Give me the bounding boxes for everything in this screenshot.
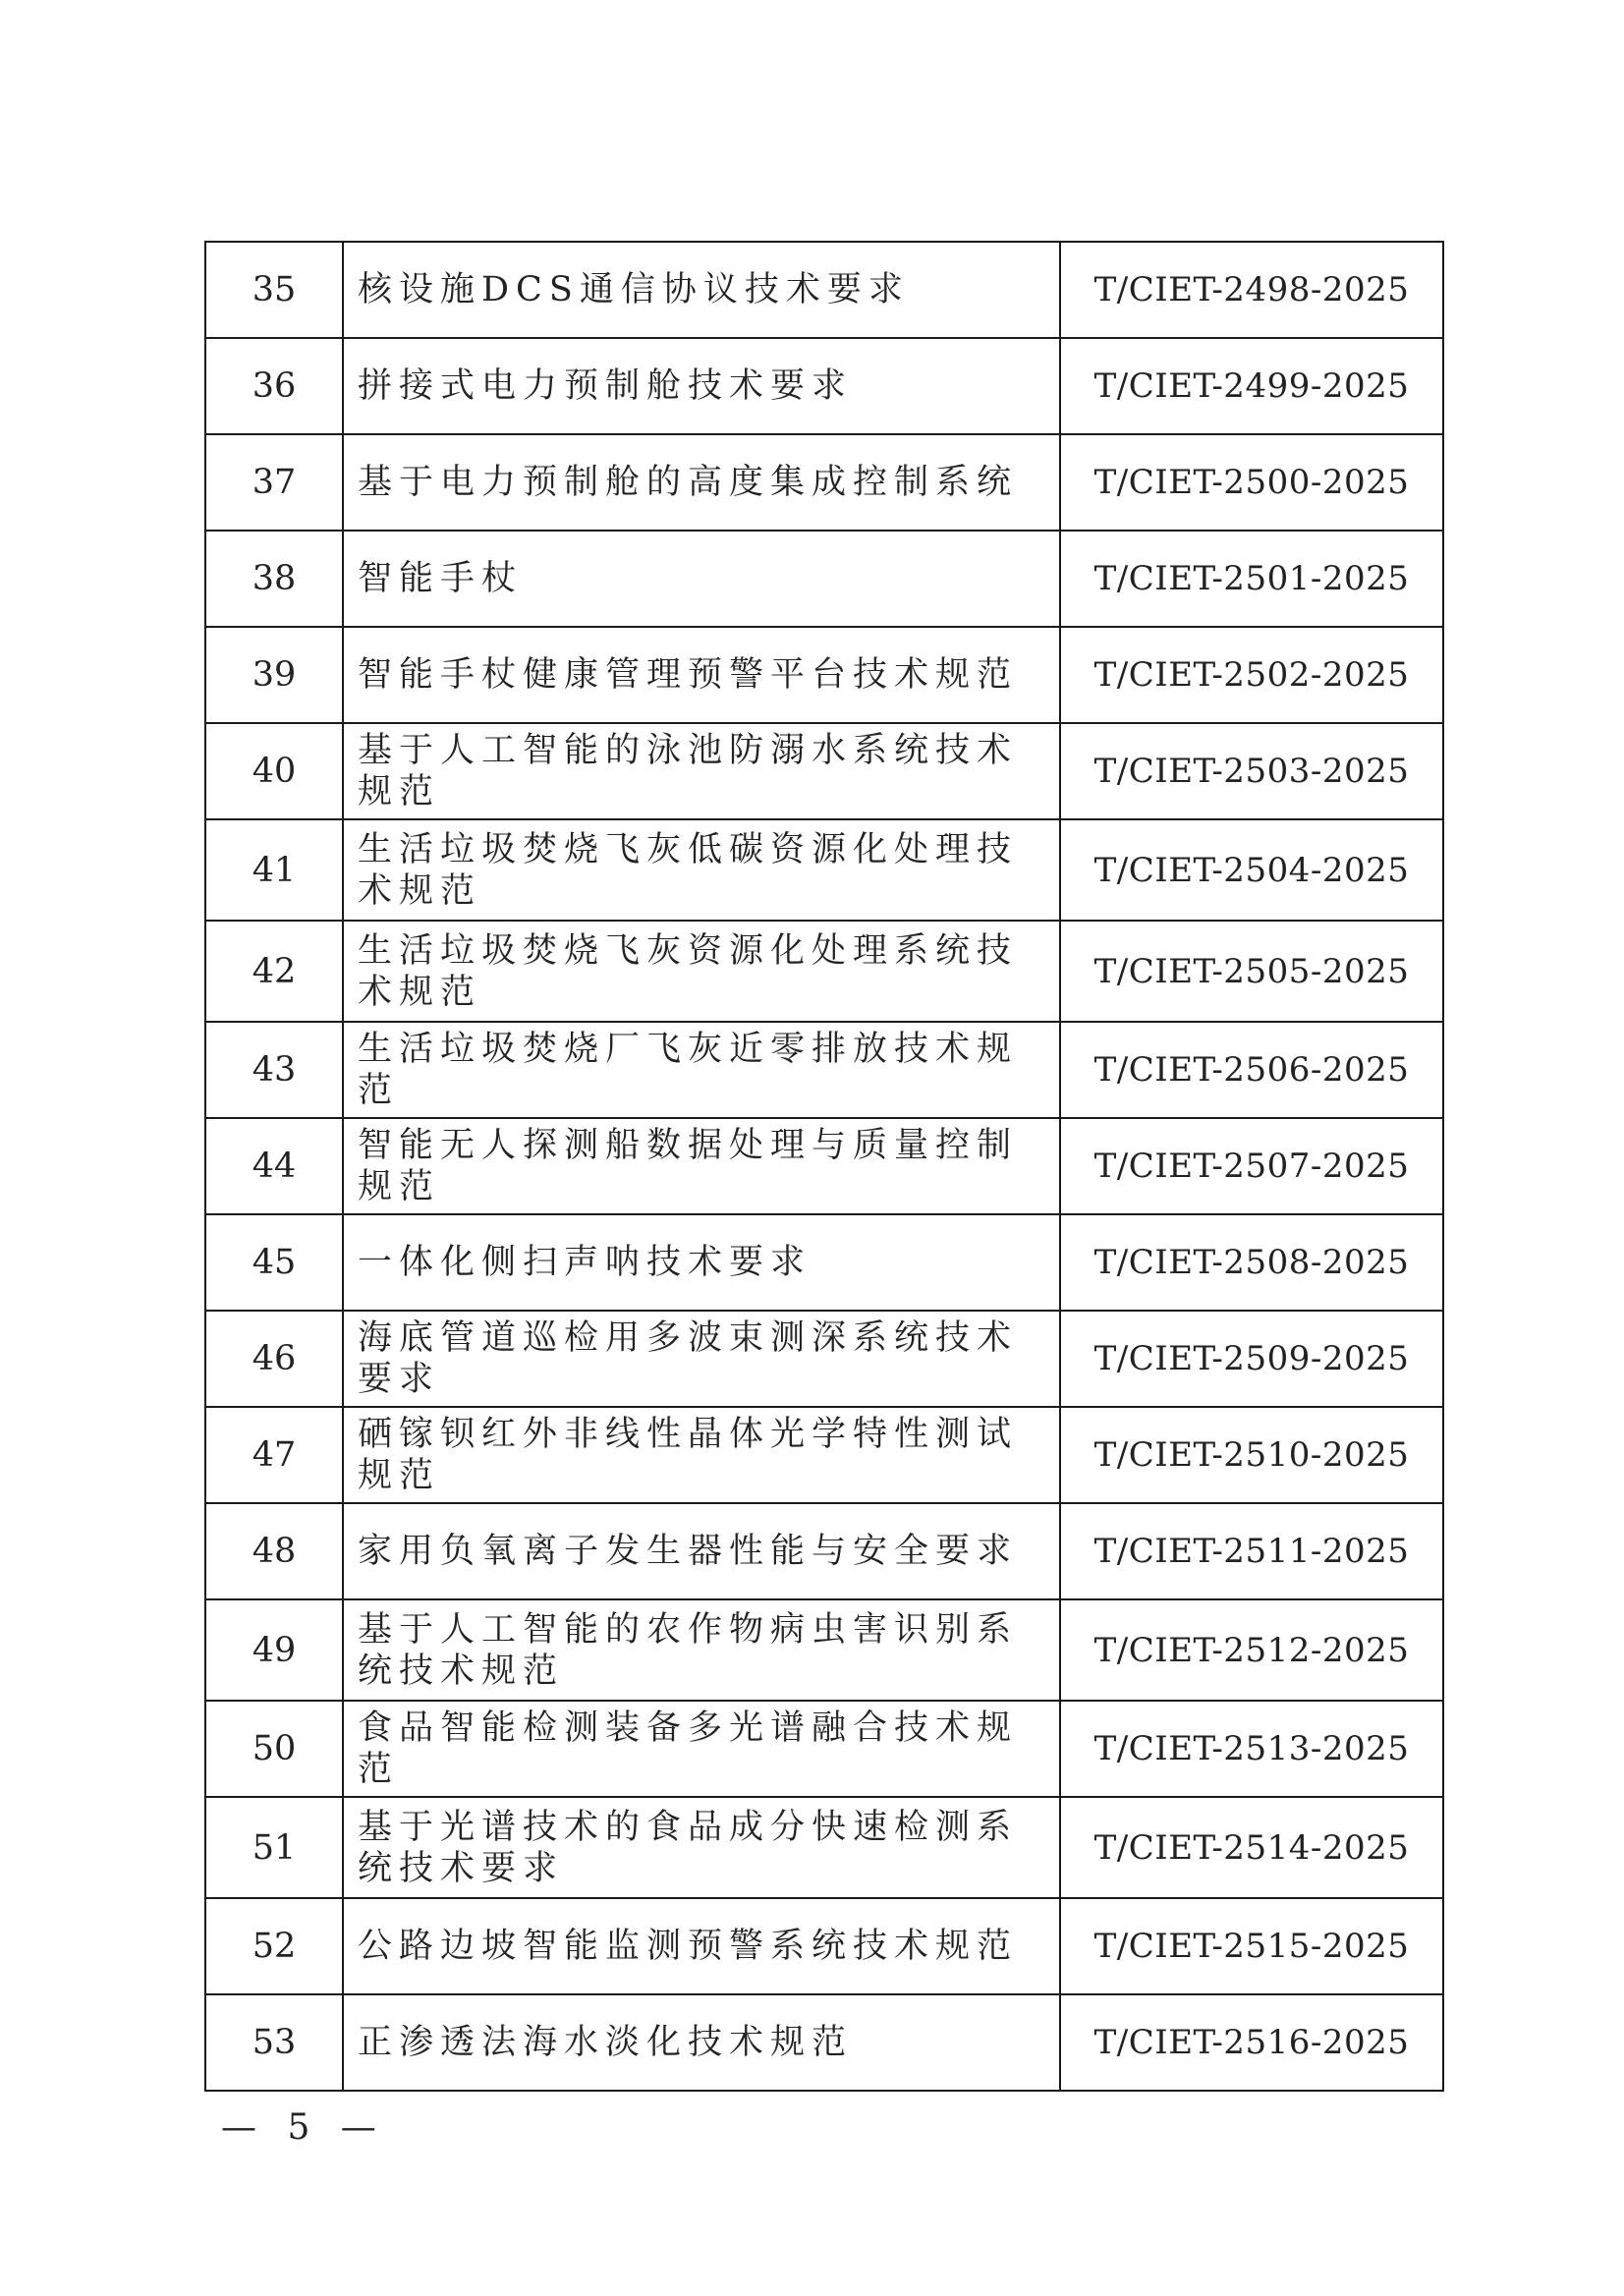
table-row (205, 1503, 1443, 1599)
standards-table (204, 241, 1444, 2092)
standard-name: 基于电力预制舱的高度集成控制系统 (343, 434, 1060, 531)
row-number: 42 (205, 921, 343, 1022)
row-number: 52 (205, 1898, 343, 1994)
standard-code: T/CIET-2507-2025 (1060, 1118, 1443, 1214)
standard-code: T/CIET-2508-2025 (1060, 1214, 1443, 1311)
standard-name: 食品智能检测装备多光谱融合技术规范 (343, 1701, 1060, 1797)
standard-code: T/CIET-2499-2025 (1060, 338, 1443, 434)
row-number: 50 (205, 1701, 343, 1797)
standard-code: T/CIET-2502-2025 (1060, 627, 1443, 723)
standard-name: 生活垃圾焚烧厂飞灰近零排放技术规范 (343, 1022, 1060, 1118)
standard-name: 海底管道巡检用多波束测深系统技术要求 (343, 1311, 1060, 1407)
row-number: 47 (205, 1407, 343, 1503)
standard-code: T/CIET-2512-2025 (1060, 1599, 1443, 1701)
table-row (205, 1407, 1443, 1503)
standard-code: T/CIET-2516-2025 (1060, 1994, 1443, 2091)
standard-name: 核设施DCS通信协议技术要求 (343, 242, 1060, 338)
standards-table-body (205, 242, 1443, 2091)
table-row (205, 1214, 1443, 1311)
standard-code: T/CIET-2515-2025 (1060, 1898, 1443, 1994)
table-row (205, 1797, 1443, 1898)
table-row (205, 1898, 1443, 1994)
standard-code: T/CIET-2501-2025 (1060, 531, 1443, 627)
standard-code: T/CIET-2509-2025 (1060, 1311, 1443, 1407)
table-row (205, 1701, 1443, 1797)
standard-name: 家用负氧离子发生器性能与安全要求 (343, 1503, 1060, 1599)
standard-name: 生活垃圾焚烧飞灰资源化处理系统技术规范 (343, 921, 1060, 1022)
table-row (205, 627, 1443, 723)
standard-name: 基于人工智能的泳池防溺水系统技术规范 (343, 723, 1060, 819)
row-number: 35 (205, 242, 343, 338)
standard-code: T/CIET-2514-2025 (1060, 1797, 1443, 1898)
table-row (205, 242, 1443, 338)
standard-name: 公路边坡智能监测预警系统技术规范 (343, 1898, 1060, 1994)
standard-code: T/CIET-2510-2025 (1060, 1407, 1443, 1503)
table-row (205, 819, 1443, 921)
row-number: 53 (205, 1994, 343, 2091)
standard-code: T/CIET-2503-2025 (1060, 723, 1443, 819)
standard-name: 智能手杖 (343, 531, 1060, 627)
standard-code: T/CIET-2500-2025 (1060, 434, 1443, 531)
row-number: 38 (205, 531, 343, 627)
row-number: 40 (205, 723, 343, 819)
table-row (205, 531, 1443, 627)
standard-name: 智能无人探测船数据处理与质量控制规范 (343, 1118, 1060, 1214)
standard-code: T/CIET-2513-2025 (1060, 1701, 1443, 1797)
table-row (205, 1022, 1443, 1118)
row-number: 48 (205, 1503, 343, 1599)
table-row (205, 921, 1443, 1022)
standard-name: 生活垃圾焚烧飞灰低碳资源化处理技术规范 (343, 819, 1060, 921)
standard-name: 智能手杖健康管理预警平台技术规范 (343, 627, 1060, 723)
table-row (205, 1118, 1443, 1214)
standard-code: T/CIET-2504-2025 (1060, 819, 1443, 921)
standard-code: T/CIET-2505-2025 (1060, 921, 1443, 1022)
standard-name: 一体化侧扫声呐技术要求 (343, 1214, 1060, 1311)
standard-code: T/CIET-2498-2025 (1060, 242, 1443, 338)
row-number: 39 (205, 627, 343, 723)
row-number: 44 (205, 1118, 343, 1214)
row-number: 49 (205, 1599, 343, 1701)
standard-code: T/CIET-2511-2025 (1060, 1503, 1443, 1599)
table-row (205, 723, 1443, 819)
row-number: 37 (205, 434, 343, 531)
table-row (205, 1599, 1443, 1701)
page-number: — 5 — (221, 2107, 386, 2148)
table-row (205, 434, 1443, 531)
row-number: 51 (205, 1797, 343, 1898)
row-number: 36 (205, 338, 343, 434)
standard-name: 正渗透法海水淡化技术规范 (343, 1994, 1060, 2091)
standard-name: 拼接式电力预制舱技术要求 (343, 338, 1060, 434)
table-row (205, 338, 1443, 434)
standard-name: 硒镓钡红外非线性晶体光学特性测试规范 (343, 1407, 1060, 1503)
row-number: 43 (205, 1022, 343, 1118)
row-number: 41 (205, 819, 343, 921)
table-row (205, 1311, 1443, 1407)
standard-name: 基于光谱技术的食品成分快速检测系统技术要求 (343, 1797, 1060, 1898)
row-number: 46 (205, 1311, 343, 1407)
standard-name: 基于人工智能的农作物病虫害识别系统技术规范 (343, 1599, 1060, 1701)
table-row (205, 1994, 1443, 2091)
row-number: 45 (205, 1214, 343, 1311)
standard-code: T/CIET-2506-2025 (1060, 1022, 1443, 1118)
